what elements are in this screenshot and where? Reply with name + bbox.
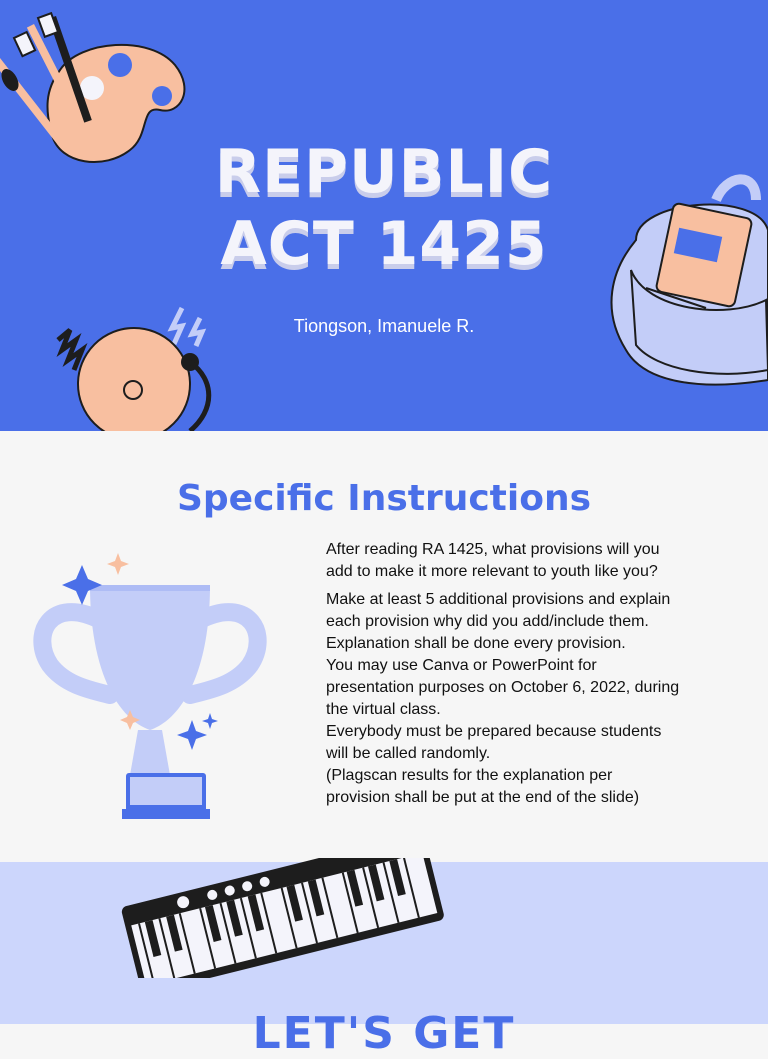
trophy-icon (30, 545, 270, 830)
paragraph-line: the virtual class. (326, 701, 441, 718)
title-line-2: ACT 1425 (220, 209, 548, 279)
paragraph-line: Explanation shall be done every provision. (326, 635, 626, 652)
next-slide-heading: LET'S GET (252, 1008, 516, 1059)
paragraph-line: each provision why did you add/include them. (326, 613, 649, 630)
instructions-heading: Specific Instructions (176, 478, 592, 519)
instructions-paragraph-2 (326, 589, 746, 809)
instructions-paragraph-1 (326, 539, 746, 583)
paragraph-line: will be called randomly. (326, 745, 491, 762)
paragraph-line: Make at least 5 additional provisions and explain (326, 591, 671, 608)
paragraph-line: You may use Canva or PowerPoint for (326, 657, 597, 674)
keyboard-icon (120, 858, 450, 978)
paragraph-line: (Plagscan results for the explanation per (326, 767, 613, 784)
title-line-1: REPUBLIC (214, 137, 554, 207)
paragraph-line: presentation purposes on October 6, 2022, during (326, 679, 680, 696)
author-name: Tiongson, Imanuele R. (293, 316, 475, 336)
paragraph-line: After reading RA 1425, what provisions will you (326, 541, 660, 558)
paragraph-line: provision shall be put at the end of the slide) (326, 789, 640, 806)
title-slide (0, 0, 768, 431)
paragraph-line: add to make it more relevant to youth like you? (326, 563, 658, 580)
paragraph-line: Everybody must be prepared because students (326, 723, 662, 740)
